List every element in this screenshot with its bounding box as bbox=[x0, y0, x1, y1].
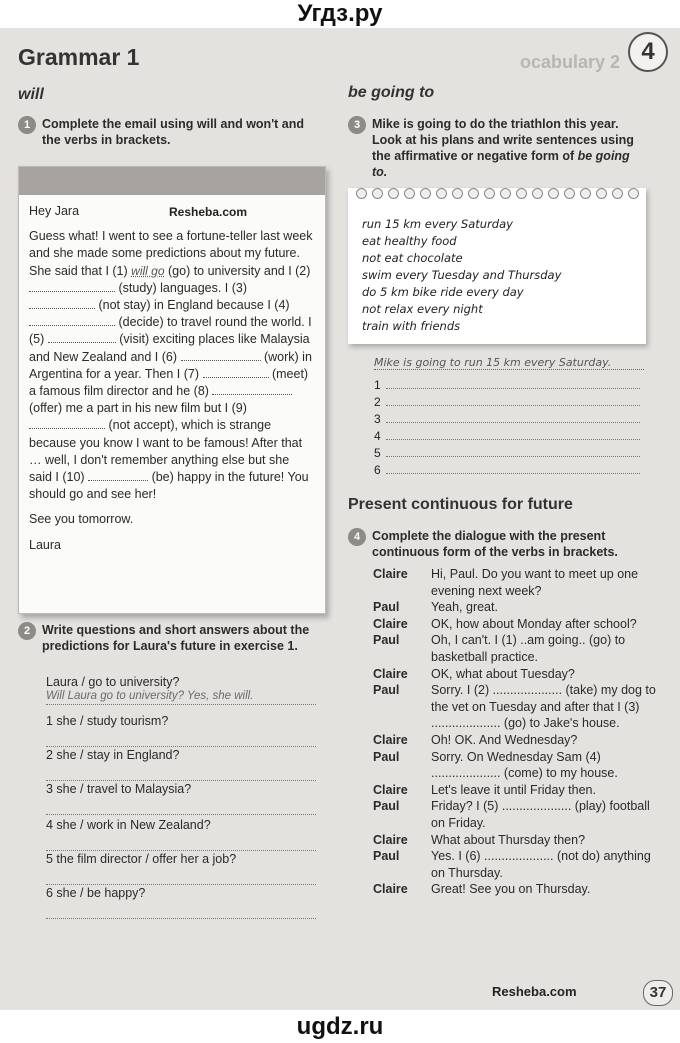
blank[interactable] bbox=[29, 297, 95, 309]
dialogue-line: Claire Oh! OK. And Wednesday? bbox=[373, 732, 578, 747]
answer-line[interactable] bbox=[386, 412, 640, 423]
exercise-number: 4 bbox=[348, 528, 366, 546]
dialogue-line: Paul Sorry. On Wednesday Sam (4) .................... (come) to my house. bbox=[373, 749, 618, 781]
dialogue-line: Claire Great! See you on Thursday. bbox=[373, 882, 591, 897]
example-question: Laura / go to university? bbox=[46, 675, 180, 689]
example-answer: Will Laura go to university? Yes, she will. bbox=[46, 690, 316, 705]
unit-badge: 4 bbox=[628, 32, 668, 72]
email-body bbox=[19, 195, 325, 554]
question-item: 1 she / study tourism? bbox=[46, 714, 316, 747]
note-line: run 15 km every Saturday bbox=[362, 217, 513, 231]
instruction-text: Complete the email using will and won't and the verbs in brackets. bbox=[42, 117, 305, 147]
email-greeting: Hey Jara bbox=[29, 204, 80, 218]
dialogue-line: Paul Sorry. I (2) .................... (take) my dog to the vet on Tuesday and after that I (3) .................... (go) to Jake's house. bbox=[373, 683, 656, 731]
notepad bbox=[348, 188, 646, 344]
note-line: swim every Tuesday and Thursday bbox=[362, 268, 562, 282]
question-item: 6 she / be happy? bbox=[46, 886, 316, 919]
blank[interactable] bbox=[88, 469, 148, 481]
answer-1: will go bbox=[131, 263, 165, 278]
dialogue bbox=[373, 566, 663, 898]
email-box bbox=[18, 166, 326, 614]
blank[interactable] bbox=[212, 383, 292, 395]
answer-line[interactable] bbox=[46, 884, 316, 885]
blank[interactable] bbox=[29, 280, 115, 292]
exercise-4-instruction bbox=[348, 528, 648, 560]
answer-line-row: 2 bbox=[374, 395, 644, 409]
answer-line-row: 5 bbox=[374, 446, 644, 460]
exercise-2-list bbox=[46, 674, 316, 900]
blank[interactable] bbox=[29, 417, 105, 429]
watermark: Resheba.com bbox=[169, 205, 248, 219]
blank[interactable] bbox=[29, 314, 115, 326]
email-header-bar bbox=[19, 167, 325, 195]
page-number: 37 bbox=[643, 980, 673, 1006]
blank[interactable] bbox=[48, 331, 116, 343]
answer-line-row: 6 bbox=[374, 463, 644, 477]
dialogue-line: Claire OK, what about Tuesday? bbox=[373, 666, 575, 681]
dialogue-line: Claire What about Thursday then? bbox=[373, 832, 586, 847]
answer-line[interactable] bbox=[386, 395, 640, 406]
dialogue-line: Claire Let's leave it until Friday then. bbox=[373, 782, 596, 797]
answer-line-row: 4 bbox=[374, 429, 644, 443]
answer-line[interactable] bbox=[46, 850, 316, 851]
answer-line-row: 1 bbox=[374, 378, 644, 392]
instruction-italic: be going to. bbox=[372, 149, 630, 179]
answer-line[interactable] bbox=[46, 814, 316, 815]
dialogue-line: Claire Hi, Paul. Do you want to meet up one evening next week? bbox=[373, 567, 639, 598]
notepad-rings bbox=[348, 182, 646, 196]
dialogue-line: Paul Oh, I can't. I (1) ..am going.. (go) to basketball practice. bbox=[373, 633, 626, 664]
note-line: not relax every night bbox=[362, 302, 483, 316]
answer-line[interactable] bbox=[386, 446, 640, 457]
answer-line[interactable] bbox=[46, 746, 316, 747]
dialogue-line: Claire OK, how about Monday after school? bbox=[373, 616, 637, 631]
blank[interactable] bbox=[181, 349, 261, 361]
site-header: Угдз.ру bbox=[0, 0, 680, 28]
exercise-1-instruction bbox=[18, 116, 318, 148]
note-line: train with friends bbox=[362, 319, 461, 333]
blank[interactable] bbox=[203, 366, 269, 378]
dialogue-line: Paul Yes. I (6) .................... (not do) anything on Thursday. bbox=[373, 849, 651, 880]
dialogue-line: Paul Friday? I (5) .................... (play) football on Friday. bbox=[373, 799, 650, 830]
exercise-2-instruction bbox=[18, 622, 318, 654]
section-will: will bbox=[18, 86, 44, 103]
answer-line[interactable] bbox=[386, 463, 640, 474]
question-item: 2 she / stay in England? bbox=[46, 748, 316, 781]
answer-line-row: 3 bbox=[374, 412, 644, 426]
exercise-number: 1 bbox=[18, 116, 36, 134]
section-present-continuous: Present continuous for future bbox=[348, 496, 573, 513]
email-signature: Laura bbox=[29, 537, 61, 552]
email-paragraph: Guess what! I went to see a fortune-teller last week and she made some predictions about my future. She said that I (1) will go (go) to university and I (2) (study) languages. I (3) (not stay) in England because I (4) (decide) to travel round the world. I (5) (visit) exciting places like Malaysia and New Zealand and I (6) (work) in Argentina for a year. Then I (7) (meet) a famous film director and he (8) (offer) me a part in his new film but I (9) (not accept), which is strange because you know I want to be famous! After that … well, I don't remember anything else but she said I (10) (be) happy in the future! You should go and see her! bbox=[29, 229, 313, 502]
example-sentence: Mike is going to run 15 km every Saturday. bbox=[374, 356, 644, 370]
answer-line[interactable] bbox=[46, 918, 316, 919]
instruction-text: Complete the dialogue with the present continuous form of the verbs in brackets. bbox=[372, 529, 618, 559]
instruction-text: Mike is going to do the triathlon this year. Look at his plans and write sentences using the affirmative or negative form of bbox=[372, 117, 634, 163]
question-item: 5 the film director / offer her a job? bbox=[46, 852, 316, 885]
note-line: eat healthy food bbox=[362, 234, 457, 248]
note-line: not eat chocolate bbox=[362, 251, 463, 265]
answer-line[interactable] bbox=[386, 429, 640, 440]
footer-watermark: Resheba.com bbox=[492, 984, 577, 999]
notepad-list bbox=[362, 216, 561, 335]
exercise-3-instruction bbox=[348, 116, 648, 180]
section-be-going-to: be going to bbox=[348, 84, 435, 101]
question-item: 3 she / travel to Malaysia? bbox=[46, 782, 316, 815]
exercise-number: 2 bbox=[18, 622, 36, 640]
answer-line[interactable] bbox=[46, 780, 316, 781]
page-title: Grammar 1 bbox=[18, 44, 140, 70]
answer-line[interactable] bbox=[386, 378, 640, 389]
site-footer: ugdz.ru bbox=[0, 1010, 680, 1043]
note-line: do 5 km bike ride every day bbox=[362, 285, 524, 299]
instruction-text: Write questions and short answers about the predictions for Laura's future in exercise 1. bbox=[42, 623, 310, 653]
exercise-number: 3 bbox=[348, 116, 366, 134]
dialogue-line: Paul Yeah, great. bbox=[373, 600, 498, 615]
workbook-page bbox=[0, 28, 680, 1010]
email-closing: See you tomorrow. bbox=[29, 512, 134, 527]
question-item: 4 she / work in New Zealand? bbox=[46, 818, 316, 851]
bleed-through-text: ocabulary 2 bbox=[520, 52, 621, 72]
